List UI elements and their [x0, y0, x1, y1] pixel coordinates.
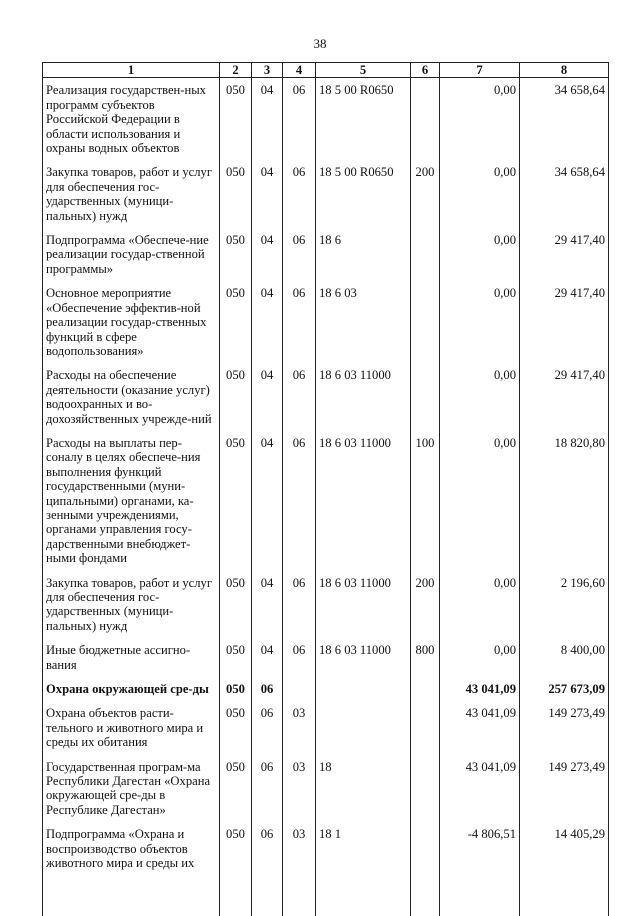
amount-total-cell: 2 196,60 [520, 571, 609, 639]
empty-cell [283, 876, 316, 916]
table-body [43, 78, 609, 916]
amount-change-cell: 0,00 [440, 160, 520, 228]
table-row [43, 78, 609, 161]
target-article-cell: 18 [316, 755, 411, 823]
target-article-cell: 18 1 [316, 822, 411, 875]
row-name-cell: Иные бюджетные ассигно-вания [43, 638, 220, 677]
target-article-cell: 18 5 00 R0650 [316, 78, 411, 161]
amount-change-cell: 0,00 [440, 78, 520, 161]
expense-type-cell [411, 228, 440, 281]
header-cell: 3 [252, 63, 283, 78]
admin-code-cell: 050 [220, 638, 252, 677]
empty-cell [411, 876, 440, 916]
amount-change-cell: 0,00 [440, 281, 520, 363]
amount-change-cell: -4 806,51 [440, 822, 520, 875]
amount-change-cell: 0,00 [440, 363, 520, 431]
subsection-cell: 03 [283, 822, 316, 875]
subsection-cell: 06 [283, 638, 316, 677]
admin-code-cell: 050 [220, 677, 252, 701]
admin-code-cell: 050 [220, 755, 252, 823]
section-cell: 04 [252, 78, 283, 161]
expense-type-cell [411, 363, 440, 431]
page-number: 38 [313, 36, 327, 51]
section-cell: 06 [252, 822, 283, 875]
target-article-cell: 18 6 03 11000 [316, 638, 411, 677]
amount-change-cell: 0,00 [440, 638, 520, 677]
amount-change-cell: 43 041,09 [440, 701, 520, 754]
expense-type-cell: 100 [411, 431, 440, 571]
row-name-cell: Расходы на выплаты пер-соналу в целях обеспече-ния выполнения функций государственными (муни-ципальными) органами, ка-зенными учреждениями, органами управления госу-дарственными внебюджет-ными фондами [43, 431, 220, 571]
section-cell: 04 [252, 160, 283, 228]
empty-cell [440, 876, 520, 916]
table-row [43, 701, 609, 754]
subsection-cell: 03 [283, 701, 316, 754]
target-article-cell [316, 701, 411, 754]
row-name-cell: Подпрограмма «Охрана и воспроизводство объектов животного мира и среды их [43, 822, 220, 875]
expense-type-cell [411, 822, 440, 875]
header-row [43, 63, 609, 78]
amount-total-cell: 8 400,00 [520, 638, 609, 677]
amount-change-cell: 43 041,09 [440, 755, 520, 823]
table-row [43, 755, 609, 823]
admin-code-cell: 050 [220, 701, 252, 754]
empty-cell [316, 876, 411, 916]
expense-type-cell: 200 [411, 160, 440, 228]
row-name-cell: Закупка товаров, работ и услуг для обеспечения гос-ударственных (муници-пальных) нужд [43, 160, 220, 228]
header-cell: 2 [220, 63, 252, 78]
expense-type-cell: 200 [411, 571, 440, 639]
subsection-cell: 06 [283, 228, 316, 281]
header-cell: 4 [283, 63, 316, 78]
amount-total-cell: 149 273,49 [520, 755, 609, 823]
expense-type-cell [411, 677, 440, 701]
target-article-cell [316, 677, 411, 701]
section-cell: 06 [252, 755, 283, 823]
amount-total-cell: 34 658,64 [520, 78, 609, 161]
header-cell: 1 [43, 63, 220, 78]
table-row [43, 571, 609, 639]
empty-cell [252, 876, 283, 916]
amount-change-cell: 0,00 [440, 228, 520, 281]
table-row [43, 822, 609, 875]
amount-total-cell: 14 405,29 [520, 822, 609, 875]
subsection-cell: 06 [283, 571, 316, 639]
admin-code-cell: 050 [220, 822, 252, 875]
target-article-cell: 18 6 03 11000 [316, 431, 411, 571]
table-row [43, 363, 609, 431]
admin-code-cell: 050 [220, 431, 252, 571]
section-cell: 04 [252, 638, 283, 677]
subsection-cell: 06 [283, 431, 316, 571]
target-article-cell: 18 6 [316, 228, 411, 281]
table-row [43, 281, 609, 363]
row-name-cell: Основное мероприятие «Обеспечение эффектив-ной реализации государ-ственных функций в сфере водопользования» [43, 281, 220, 363]
header-cell: 7 [440, 63, 520, 78]
section-cell: 04 [252, 431, 283, 571]
header-cell: 8 [520, 63, 609, 78]
admin-code-cell: 050 [220, 363, 252, 431]
section-cell: 04 [252, 281, 283, 363]
table-continuation [43, 876, 609, 916]
table-row [43, 160, 609, 228]
section-cell: 04 [252, 228, 283, 281]
target-article-cell: 18 5 00 R0650 [316, 160, 411, 228]
row-name-cell: Закупка товаров, работ и услуг для обеспечения гос-ударственных (муници-пальных) нужд [43, 571, 220, 639]
admin-code-cell: 050 [220, 228, 252, 281]
expense-type-cell [411, 281, 440, 363]
amount-total-cell: 34 658,64 [520, 160, 609, 228]
expense-type-cell [411, 78, 440, 161]
row-name-cell: Реализация государствен-ных программ субъектов Российской Федерации в области использования и охраны водных объектов [43, 78, 220, 161]
subsection-cell: 03 [283, 755, 316, 823]
subsection-cell: 06 [283, 281, 316, 363]
amount-total-cell: 149 273,49 [520, 701, 609, 754]
section-cell: 04 [252, 571, 283, 639]
admin-code-cell: 050 [220, 160, 252, 228]
section-cell: 04 [252, 363, 283, 431]
subsection-cell: 06 [283, 160, 316, 228]
expense-type-cell: 800 [411, 638, 440, 677]
row-name-cell: Государственная програм-ма Республики Дагестан «Охрана окружающей сре-ды в Республике Дагестан» [43, 755, 220, 823]
amount-total-cell: 29 417,40 [520, 363, 609, 431]
amount-change-cell: 43 041,09 [440, 677, 520, 701]
admin-code-cell: 050 [220, 571, 252, 639]
row-name-cell: Охрана окружающей сре-ды [43, 677, 220, 701]
subsection-cell: 06 [283, 78, 316, 161]
admin-code-cell: 050 [220, 281, 252, 363]
amount-total-cell: 18 820,80 [520, 431, 609, 571]
empty-cell [43, 876, 220, 916]
target-article-cell: 18 6 03 11000 [316, 363, 411, 431]
table-row [43, 431, 609, 571]
subsection-cell: 06 [283, 363, 316, 431]
table-row [43, 677, 609, 701]
amount-change-cell: 0,00 [440, 431, 520, 571]
header-cell: 6 [411, 63, 440, 78]
table-row [43, 228, 609, 281]
table-row [43, 638, 609, 677]
target-article-cell: 18 6 03 [316, 281, 411, 363]
expense-type-cell [411, 701, 440, 754]
row-name-cell: Расходы на обеспечение деятельности (оказание услуг) водоохранных и во-дохозяйственных учрежде-ний [43, 363, 220, 431]
amount-total-cell: 29 417,40 [520, 281, 609, 363]
budget-table [42, 62, 609, 916]
section-cell: 06 [252, 701, 283, 754]
section-cell: 06 [252, 677, 283, 701]
row-name-cell: Охрана объектов расти-тельного и животного мира и среды их обитания [43, 701, 220, 754]
subsection-cell [283, 677, 316, 701]
empty-cell [220, 876, 252, 916]
header-cell: 5 [316, 63, 411, 78]
admin-code-cell: 050 [220, 78, 252, 161]
amount-total-cell: 29 417,40 [520, 228, 609, 281]
empty-cell [520, 876, 609, 916]
expense-type-cell [411, 755, 440, 823]
target-article-cell: 18 6 03 11000 [316, 571, 411, 639]
row-name-cell: Подпрограмма «Обеспече-ние реализации государ-ственной программы» [43, 228, 220, 281]
amount-change-cell: 0,00 [440, 571, 520, 639]
amount-total-cell: 257 673,09 [520, 677, 609, 701]
